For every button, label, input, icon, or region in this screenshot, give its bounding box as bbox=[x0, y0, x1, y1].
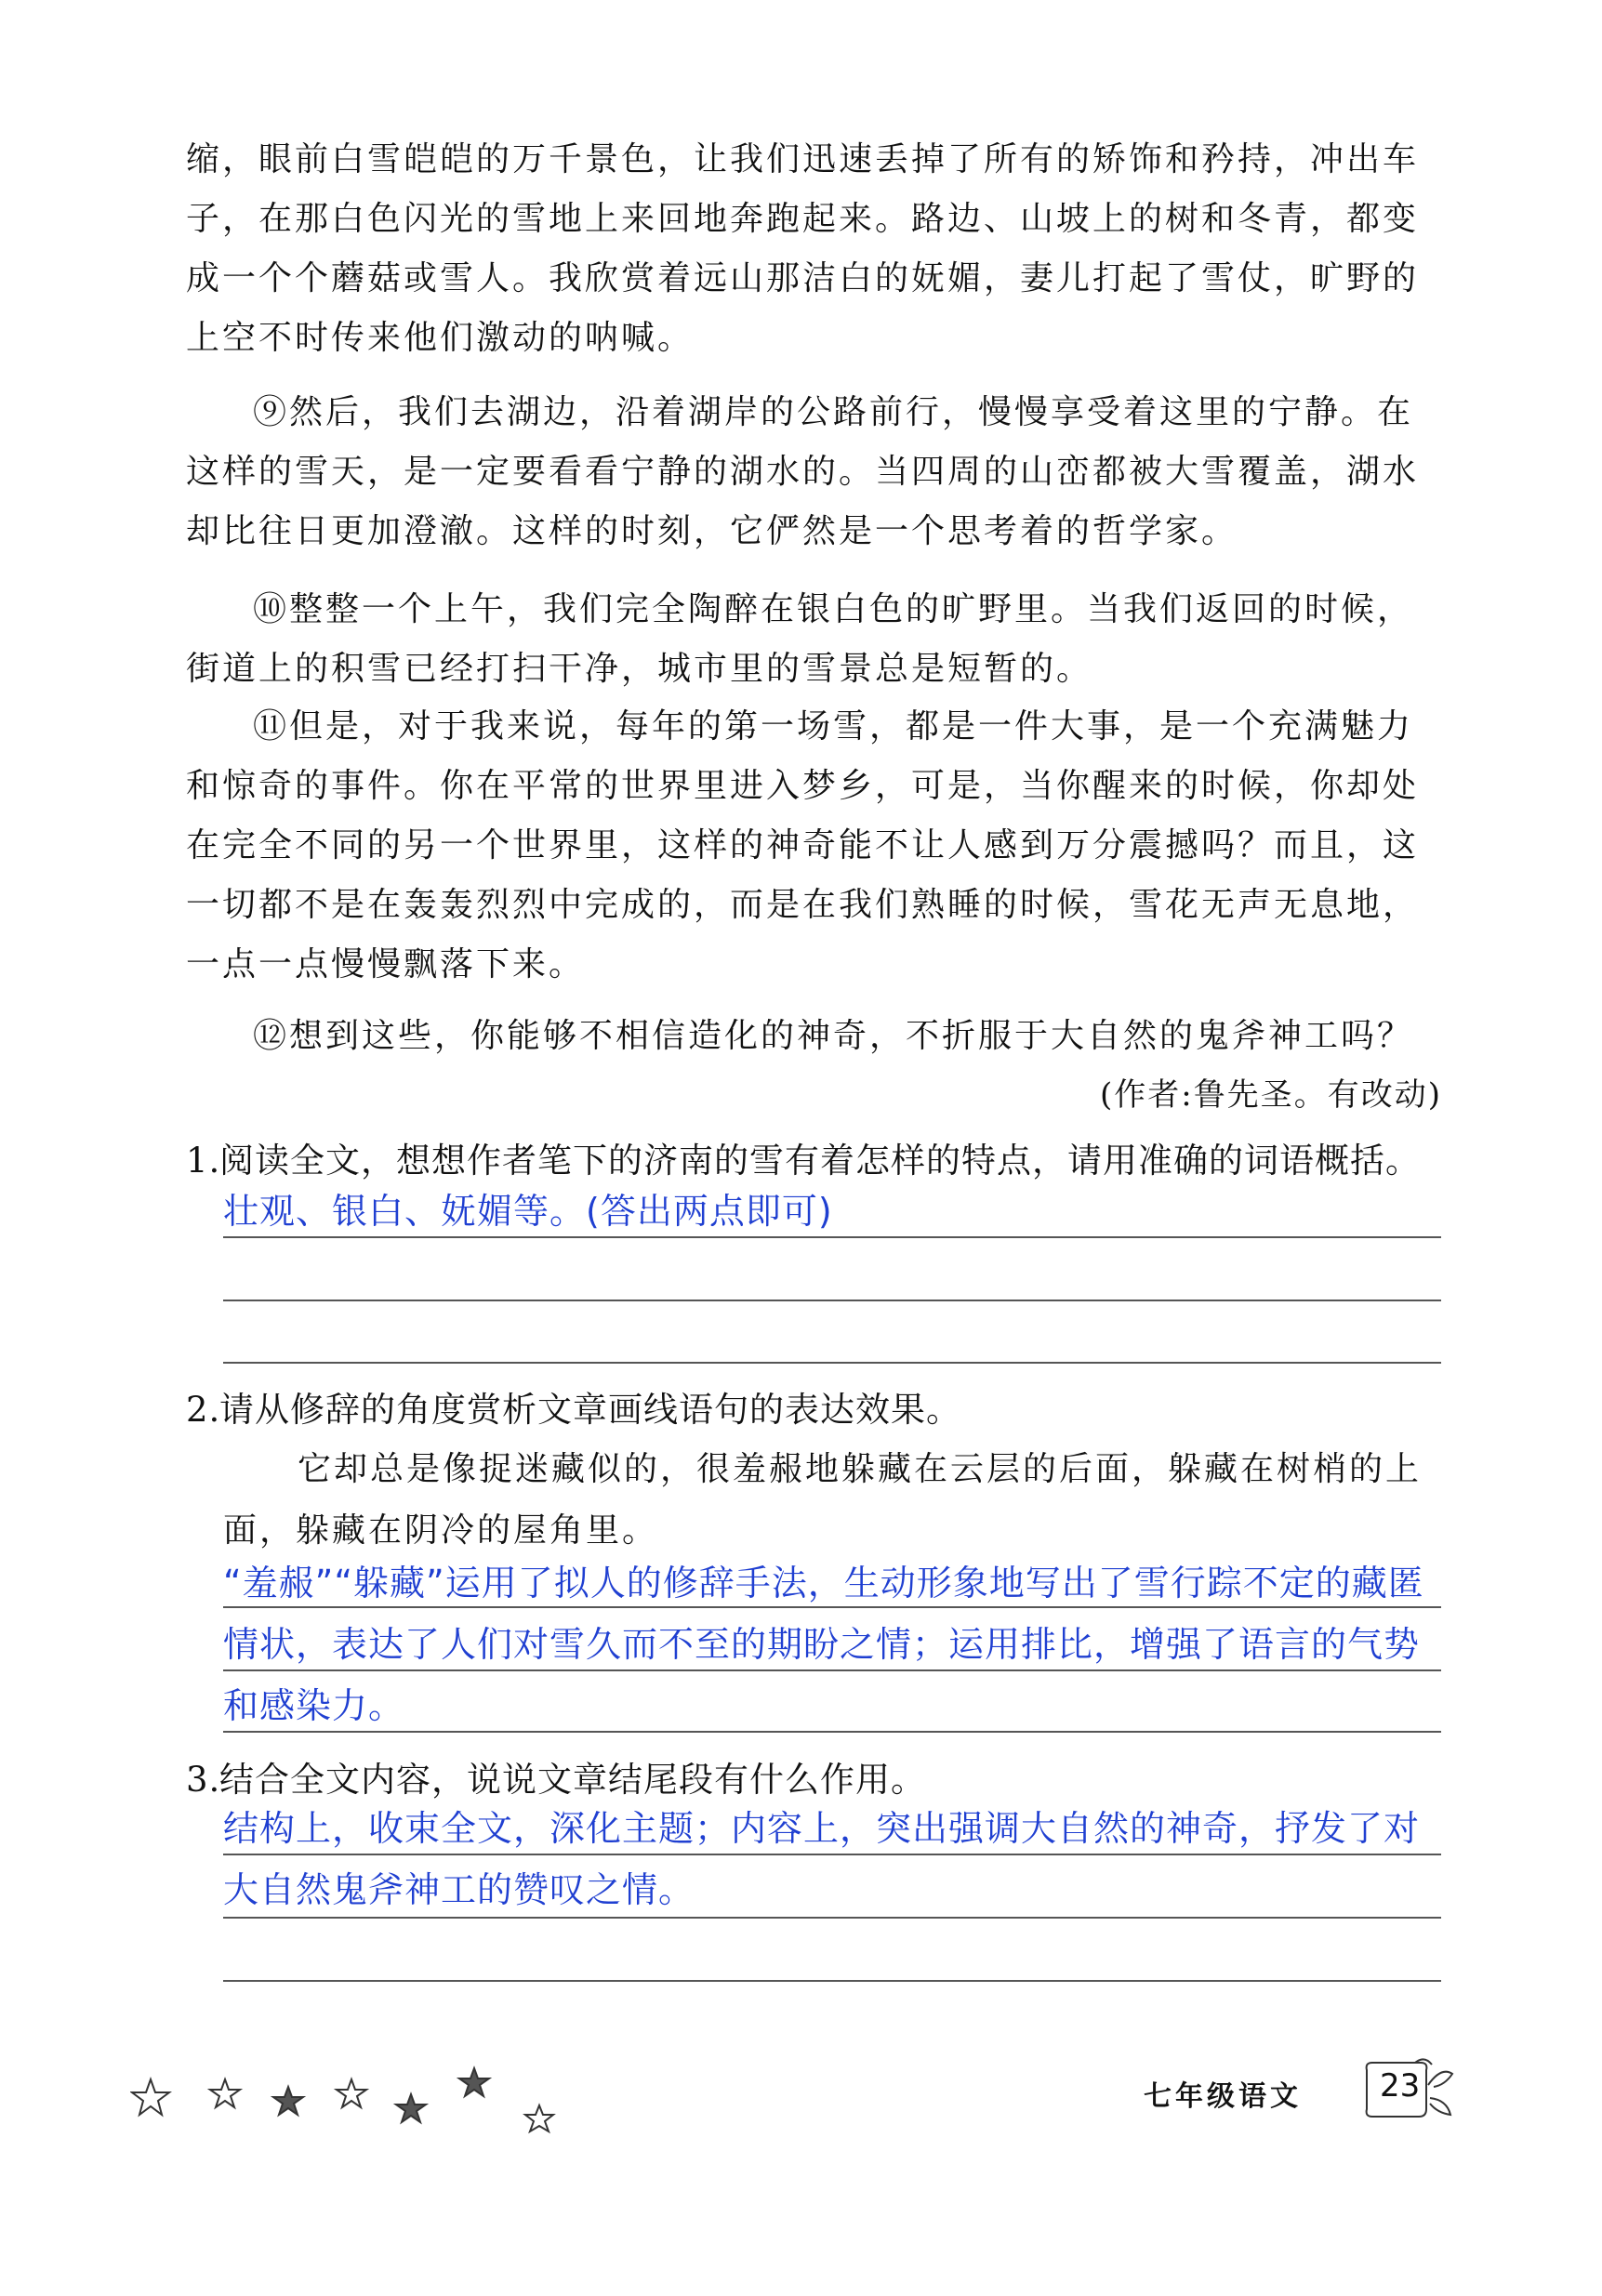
passage-paragraph-9 bbox=[186, 383, 1441, 561]
question-2 bbox=[186, 1381, 961, 1432]
passage-paragraph-11 bbox=[186, 697, 1441, 995]
star-icon bbox=[210, 2079, 240, 2107]
passage-text: ⑪但是，对于我来说，每年的第一场雪，都是一件大事，是一个充满魅力和惊奇的事件。你在平常的世界里进入梦乡，可是，当你醒来的时候，你却处在完全不同的另一个世界里，这样的神奇能不让人感到万分震撼吗？而且，这一切都不是在轰轰烈烈中完成的，而是在我们熟睡的时候，雪花无声无息地，一点一点慢慢飘落下来。 bbox=[186, 707, 1420, 983]
answer-2: “羞赧”“躲藏”运用了拟人的修辞手法，生动形象地写出了雪行踪不定的藏匿情状，表达了人们对雪久而不至的期盼之情；运用排比，增强了语言的气势和感染力。 bbox=[223, 1563, 1424, 1726]
quoted-sentence bbox=[223, 1439, 1441, 1562]
answer-line bbox=[223, 1362, 1441, 1364]
passage-paragraph-12 bbox=[186, 1007, 1441, 1066]
answer-line bbox=[223, 1236, 1441, 1238]
star-icon bbox=[525, 2105, 553, 2131]
passage-text: ⑫想到这些，你能够不相信造化的神奇，不折服于大自然的鬼斧神工吗？ bbox=[253, 1017, 1414, 1055]
book-title: 七年级语文 bbox=[1144, 2080, 1302, 2113]
answer-line bbox=[223, 1300, 1441, 1301]
question-number: 2. bbox=[186, 1390, 221, 1430]
star-icon bbox=[132, 2079, 169, 2115]
question-text: 阅读全文，想想作者笔下的济南的雪有着怎样的特点，请用准确的词语概括。 bbox=[219, 1141, 1421, 1181]
question-3 bbox=[186, 1751, 926, 1801]
question-1 bbox=[186, 1132, 1421, 1182]
answer-line bbox=[223, 1669, 1441, 1671]
question-text: 结合全文内容，说说文章结尾段有什么作用。 bbox=[219, 1760, 926, 1800]
star-icon bbox=[459, 2068, 489, 2096]
question-number: 1. bbox=[186, 1141, 221, 1181]
passage-text: ⑩整整一个上午，我们完全陶醉在银白色的旷野里。当我们返回的时候，街道上的积雪已经打扫干净，城市里的雪景总是短暂的。 bbox=[186, 590, 1414, 688]
decorative-stars bbox=[130, 2059, 576, 2143]
answer-3: 结构上，收束全文，深化主题；内容上，突出强调大自然的神奇，抒发了对大自然鬼斧神工的赞叹之情。 bbox=[223, 1808, 1421, 1910]
answer-line bbox=[223, 1917, 1441, 1919]
answer-line bbox=[223, 1731, 1441, 1733]
passage-text: ⑨然后，我们去湖边，沿着湖岸的公路前行，慢慢享受着这里的宁静。在这样的雪天，是一定要看看宁静的湖水的。当四周的山峦都被大雪覆盖，湖水却比往日更加澄澈。这样的时刻，它俨然是一个思考着的哲学家。 bbox=[186, 393, 1420, 550]
page-number: 23 bbox=[1380, 2067, 1421, 2105]
answer-line bbox=[223, 1854, 1441, 1855]
passage-paragraph-10 bbox=[186, 580, 1441, 699]
star-icon bbox=[396, 2094, 426, 2122]
question-number: 3. bbox=[186, 1760, 221, 1800]
answer-1: 壮观、银白、妩媚等。(答出两点即可) bbox=[223, 1191, 833, 1232]
author-credit: (作者:鲁先圣。有改动) bbox=[1100, 1076, 1442, 1114]
passage-paragraph-8 bbox=[186, 130, 1441, 368]
quoted-sentence-text: 它却总是像捉迷藏似的，很羞赧地躲藏在云层的后面，躲藏在树梢的上面，躲藏在阴冷的屋角里。 bbox=[223, 1450, 1423, 1550]
star-icon bbox=[337, 2079, 366, 2107]
answer-line bbox=[223, 1980, 1441, 1982]
star-icon bbox=[273, 2087, 303, 2115]
answer-line bbox=[223, 1606, 1441, 1608]
passage-text: 缩，眼前白雪皑皑的万千景色，让我们迅速丢掉了所有的矫饰和矜持，冲出车子，在那白色闪光的雪地上来回地奔跑起来。路边、山坡上的树和冬青，都变成一个个蘑菇或雪人。我欣赏着远山那洁白的妩媚，妻儿打起了雪仗，旷野的上空不时传来他们激动的呐喊。 bbox=[186, 140, 1420, 357]
question-text: 请从修辞的角度赏析文章画线语句的表达效果。 bbox=[219, 1390, 961, 1430]
